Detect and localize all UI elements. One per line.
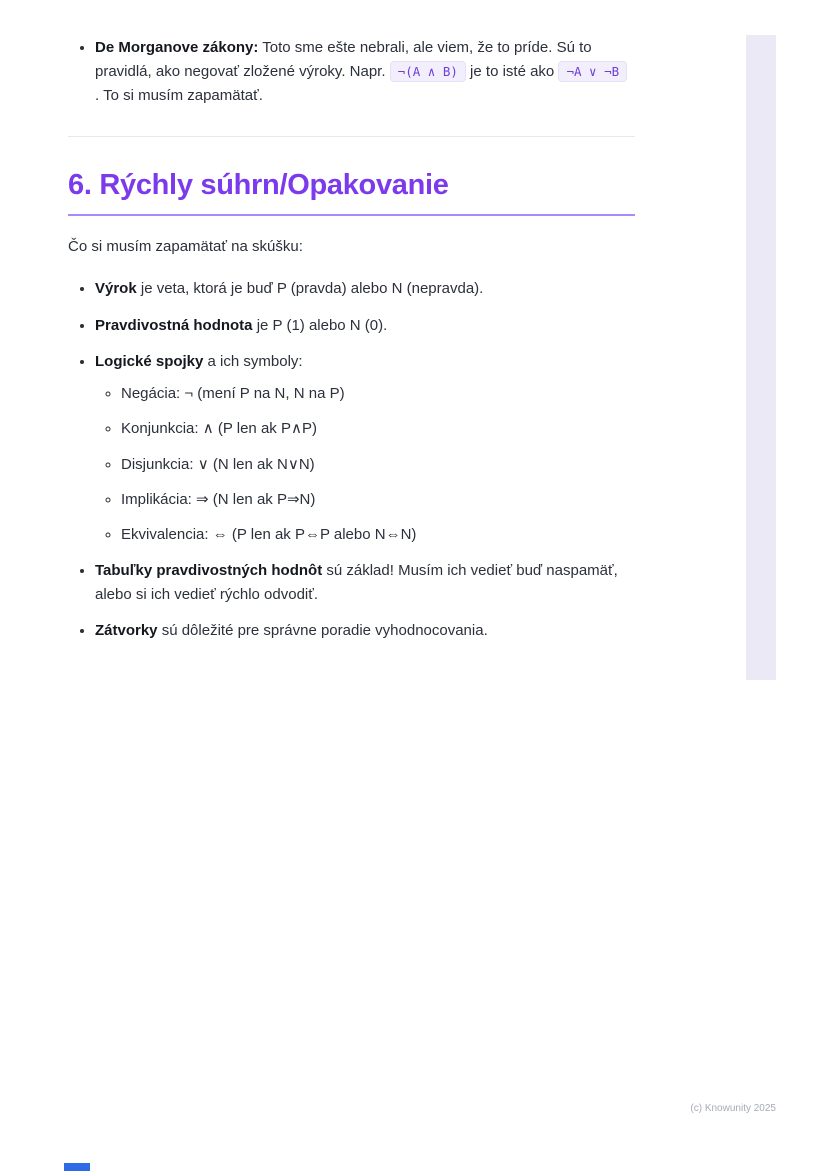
bullet-text: je to isté ako	[465, 63, 559, 80]
bold-term: Pravdivostná hodnota	[95, 316, 253, 334]
sub-list-item: ◦ Disjunkcia: ∨ (N len ak N∨N)	[121, 453, 635, 476]
bullet-text: sú dôležité pre správne poradie vyhodnocovania.	[157, 621, 488, 639]
code-inline: ¬A ∨ ¬B	[558, 61, 627, 82]
footer-credit: (c) Knowunity 2025	[690, 1103, 776, 1114]
summary-list	[68, 277, 635, 642]
bold-term: De Morganove zákony:	[95, 39, 259, 56]
bullet-text: sú základ! Musím ich vedieť buď naspamäť, alebo si ich vedieť rýchlo odvodiť.	[95, 562, 618, 603]
list-item	[95, 350, 635, 547]
bullet-text: je P (1) alebo N (0).	[252, 316, 388, 334]
logic-symbols-sublist	[95, 382, 635, 546]
section-divider	[68, 136, 635, 137]
heading-underline	[68, 214, 635, 216]
list-item	[95, 277, 635, 300]
bottom-page-strip	[64, 1163, 90, 1171]
bold-term: Tabuľky pravdivostných hodnôt	[95, 562, 323, 580]
code-inline: ¬(A ∧ B)	[390, 61, 466, 82]
document-content	[68, 36, 635, 655]
intro-paragraph: Čo si musím zapamätať na skúšku:	[68, 238, 303, 256]
sub-list-item: ◦ Negácia: ¬ (mení P na N, N na P)	[121, 382, 635, 405]
side-accent-bar	[746, 35, 776, 680]
sub-list-item: ◦ Konjunkcia: ∧ (P len ak P∧P)	[121, 417, 635, 440]
list-item	[95, 619, 635, 642]
bullet-text: . To si musím zapamätať.	[95, 87, 263, 104]
list-item	[95, 559, 635, 606]
list-item	[95, 314, 635, 337]
bold-term: Logické spojky	[95, 352, 204, 370]
page-title: 6. Rýchly súhrn/Opakovanie	[68, 169, 449, 201]
bullet-text: je veta, ktorá je buď P (pravda) alebo N (nepravda).	[136, 280, 484, 298]
sub-list-item: ◦ Implikácia: ⇒ (N len ak P⇒N)	[121, 488, 635, 511]
bullet-text: Toto sme ešte nebrali, ale viem, že to príde. Sú to pravidlá, ako negovať zložené výroky. Napr.	[95, 39, 592, 80]
bullet-text: a ich symboly:	[203, 352, 303, 370]
bold-term: Výrok	[95, 280, 137, 298]
sub-list-item: ◦ Ekvivalencia: ⇔ (P len ak P⇔P alebo N⇔N)	[121, 523, 635, 546]
top-bullet-list	[68, 36, 635, 108]
list-item	[95, 36, 635, 108]
bold-term: Zátvorky	[95, 621, 158, 639]
